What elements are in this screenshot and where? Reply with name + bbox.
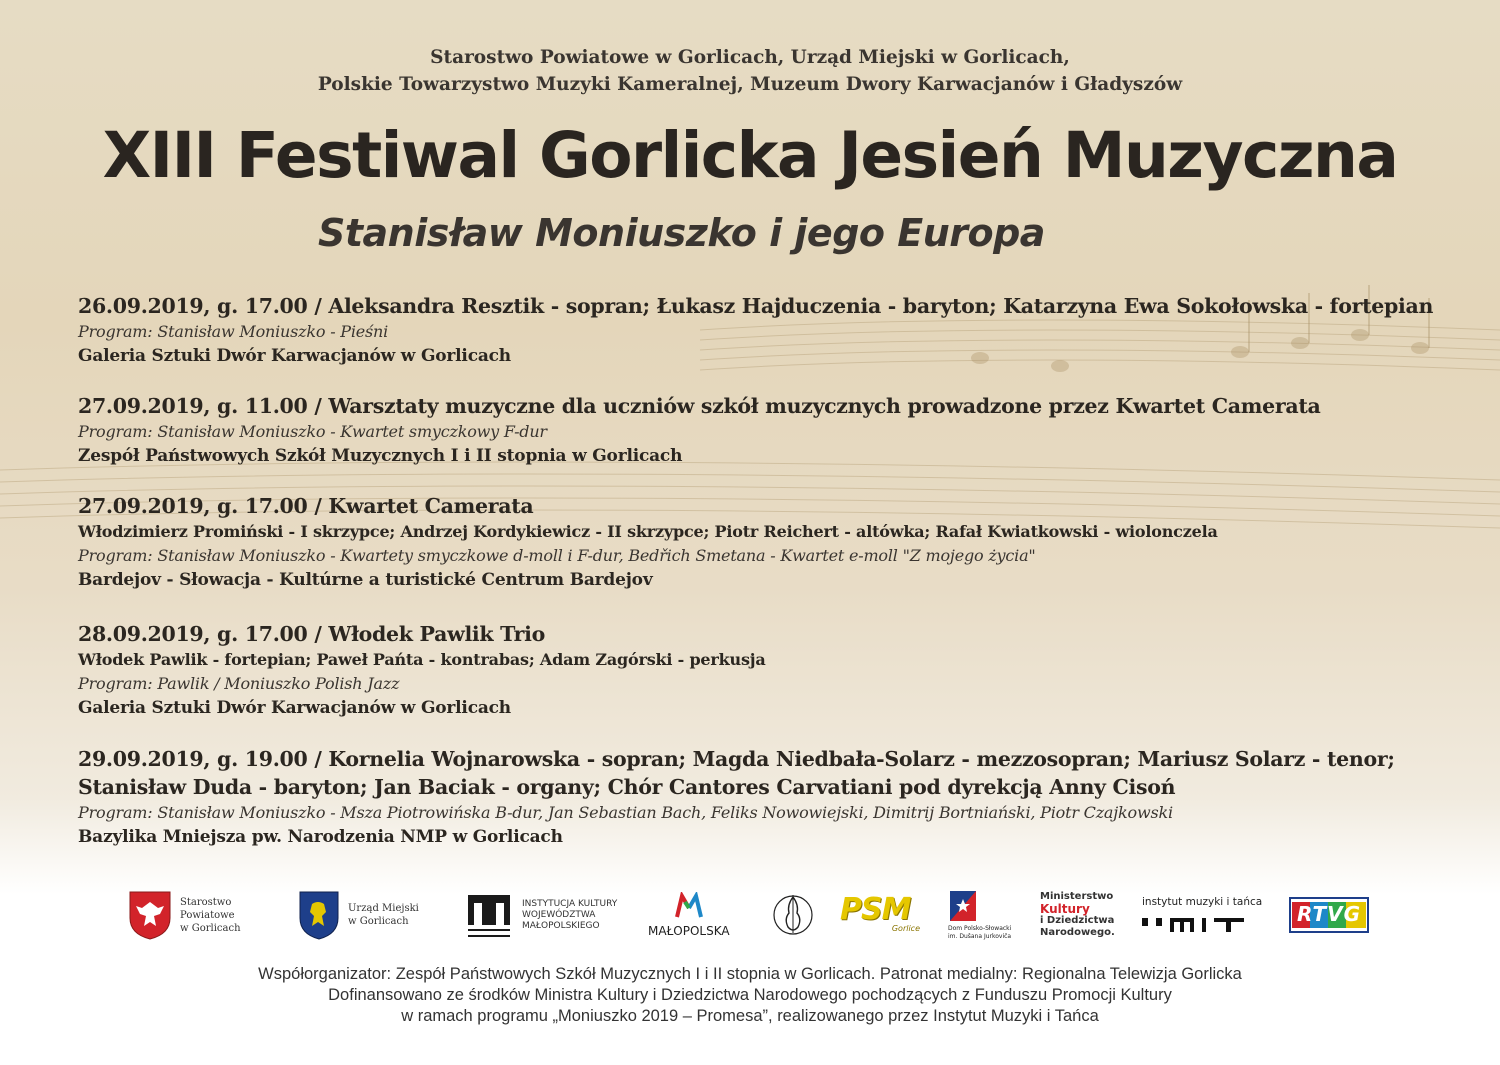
event-date: 27.09.2019, g. 11.00 xyxy=(78,394,308,418)
event-performers: Włodek Pawlik - fortepian; Paweł Pańta - kontrabas; Adam Zagórski - perkusja xyxy=(78,650,766,669)
logo-dom-text: Dom Polsko-Słowacki im. Dušana Jurkoviča xyxy=(948,925,1012,940)
event-headline: Kwartet Camerata xyxy=(328,494,534,518)
event-2 xyxy=(78,392,1478,468)
logo-imit-text: instytut muzyki i tańca xyxy=(1142,896,1263,908)
museum-icon xyxy=(464,889,514,941)
event-program: Program: Stanisław Moniuszko - Pieśni xyxy=(78,322,389,341)
event-heading xyxy=(78,745,1478,773)
event-date: 26.09.2019, g. 17.00 xyxy=(78,294,308,318)
footer xyxy=(0,964,1500,1027)
festival-subtitle: Stanisław Moniuszko i jego Europa xyxy=(318,211,1045,255)
event-program: Program: Stanisław Moniuszko - Kwartet smyczkowy F-dur xyxy=(78,422,547,441)
event-date: 27.09.2019, g. 17.00 xyxy=(78,494,308,518)
psm-text: PSM xyxy=(840,892,911,927)
eagle-shield-icon xyxy=(128,890,172,940)
event-separator: / xyxy=(314,622,322,646)
logo-starostwo xyxy=(128,880,241,950)
event-date: 29.09.2019, g. 19.00 xyxy=(78,747,308,771)
event-3 xyxy=(78,492,1478,592)
rtvg-text: RTVG xyxy=(1296,902,1362,926)
event-venue: Zespół Państwowych Szkół Muzycznych I i II stopnia w Gorlicach xyxy=(78,446,683,466)
dom-star-icon xyxy=(948,889,978,923)
organizers xyxy=(0,44,1500,98)
logo-ministerstwo xyxy=(1040,880,1115,950)
logo-instytucja-kultury xyxy=(464,880,617,950)
event-heading xyxy=(78,620,1478,648)
event-venue: Bazylika Mniejsza pw. Narodzenia NMP w Gorlicach xyxy=(78,827,563,847)
event-program: Program: Stanisław Moniuszko - Kwartety smyczkowe d-moll i F-dur, Bedřich Smetana - Kwartet e-moll "Z mojego życia" xyxy=(78,546,1036,565)
event-performers: Włodzimierz Promiński - I skrzypce; Andrzej Kordykiewicz - II skrzypce; Piotr Reichert - altówka; Rafał Kwiatkowski - wiolonczela xyxy=(78,522,1218,541)
psm-subtext: Gorlice xyxy=(891,924,920,933)
event-separator: / xyxy=(314,747,322,771)
event-venue: Bardejov - Słowacja - Kultúrne a turistické Centrum Bardejov xyxy=(78,570,653,590)
event-heading xyxy=(78,392,1478,420)
logo-malopolska-text: MAŁOPOLSKA xyxy=(648,924,730,938)
event-heading xyxy=(78,492,1478,520)
event-date: 28.09.2019, g. 17.00 xyxy=(78,622,308,646)
event-4 xyxy=(78,620,1478,720)
logo-instytucja-text: INSTYTUCJA KULTURY WOJEWÓDZTWA MAŁOPOLSKIEGO xyxy=(522,898,618,931)
event-headline: Warsztaty muzyczne dla uczniów szkół muzycznych prowadzone przez Kwartet Camerata xyxy=(328,394,1321,418)
logo-malopolska xyxy=(648,880,730,950)
logo-urzad-text: Urząd Miejski w Gorlicach xyxy=(348,903,419,927)
event-1 xyxy=(78,292,1478,368)
event-heading xyxy=(78,292,1478,320)
logo-psm xyxy=(840,880,924,950)
event-headline: Kornelia Wojnarowska - sopran; Magda Niedbała-Solarz - mezzosopran; Mariusz Solarz - tenor; xyxy=(328,747,1395,771)
event-venue: Galeria Sztuki Dwór Karwacjanów w Gorlicach xyxy=(78,698,511,718)
malopolska-m-icon xyxy=(674,892,704,920)
logo-ministerstwo-text: Ministerstwo Kultury i Dziedzictwa Narodowego. xyxy=(1040,891,1115,938)
sponsor-logos xyxy=(120,880,1380,950)
logo-urzad xyxy=(298,880,419,950)
footer-line-3: w ramach programu „Moniuszko 2019 – Promesa”, realizowanego przez Instytut Muzyki i Tańca xyxy=(401,1007,1099,1025)
lion-shield-icon xyxy=(298,890,340,940)
event-program: Program: Stanisław Moniuszko - Msza Piotrowińska B-dur, Jan Sebastian Bach, Feliks Nowowiejski, Dimitrij Bortniański, Piotr Czajkowski xyxy=(78,803,1173,822)
logo-ptmk xyxy=(772,880,814,950)
event-separator: / xyxy=(314,394,322,418)
footer-line-1: Współorganizator: Zespół Państwowych Szkół Muzycznych I i II stopnia w Gorlicach. Patronat medialny: Regionalna Telewizja Gorlicka xyxy=(258,965,1242,983)
event-headline: Włodek Pawlik Trio xyxy=(328,622,545,646)
event-program: Program: Pawlik / Moniuszko Polish Jazz xyxy=(78,674,400,693)
psm-emblem xyxy=(840,892,924,938)
event-separator: / xyxy=(314,494,322,518)
logo-dom-polsko-slowacki xyxy=(948,880,1011,950)
event-headline-continued: Stanisław Duda - baryton; Jan Baciak - organy; Chór Cantores Carvatiani pod dyrekcją Anny Cisoń xyxy=(78,775,1176,799)
rtvg-emblem xyxy=(1288,894,1370,936)
event-venue: Galeria Sztuki Dwór Karwacjanów w Gorlicach xyxy=(78,346,511,366)
imit-bars-icon xyxy=(1142,912,1252,934)
footer-line-2: Dofinansowano ze środków Ministra Kultury i Dziedzictwa Narodowego pochodzących z Funduszu Promocji Kultury xyxy=(328,986,1172,1004)
logo-starostwo-text: Starostwo Powiatowe w Gorlicach xyxy=(180,896,241,934)
violin-emblem-icon xyxy=(772,885,814,945)
event-separator: / xyxy=(314,294,322,318)
logo-rtvg xyxy=(1288,880,1370,950)
festival-title: XIII Festiwal Gorlicka Jesień Muzyczna xyxy=(102,119,1398,192)
organizers-line-1: Starostwo Powiatowe w Gorlicach, Urząd Miejski w Gorlicach, xyxy=(430,47,1070,68)
logo-instytut-muzyki xyxy=(1142,880,1262,950)
event-5 xyxy=(78,745,1478,849)
event-headline: Aleksandra Resztik - sopran; Łukasz Hajduczenia - baryton; Katarzyna Ewa Sokołowska - fortepian xyxy=(328,294,1434,318)
organizers-line-2: Polskie Towarzystwo Muzyki Kameralnej, Muzeum Dwory Karwacjanów i Gładyszów xyxy=(317,74,1183,95)
